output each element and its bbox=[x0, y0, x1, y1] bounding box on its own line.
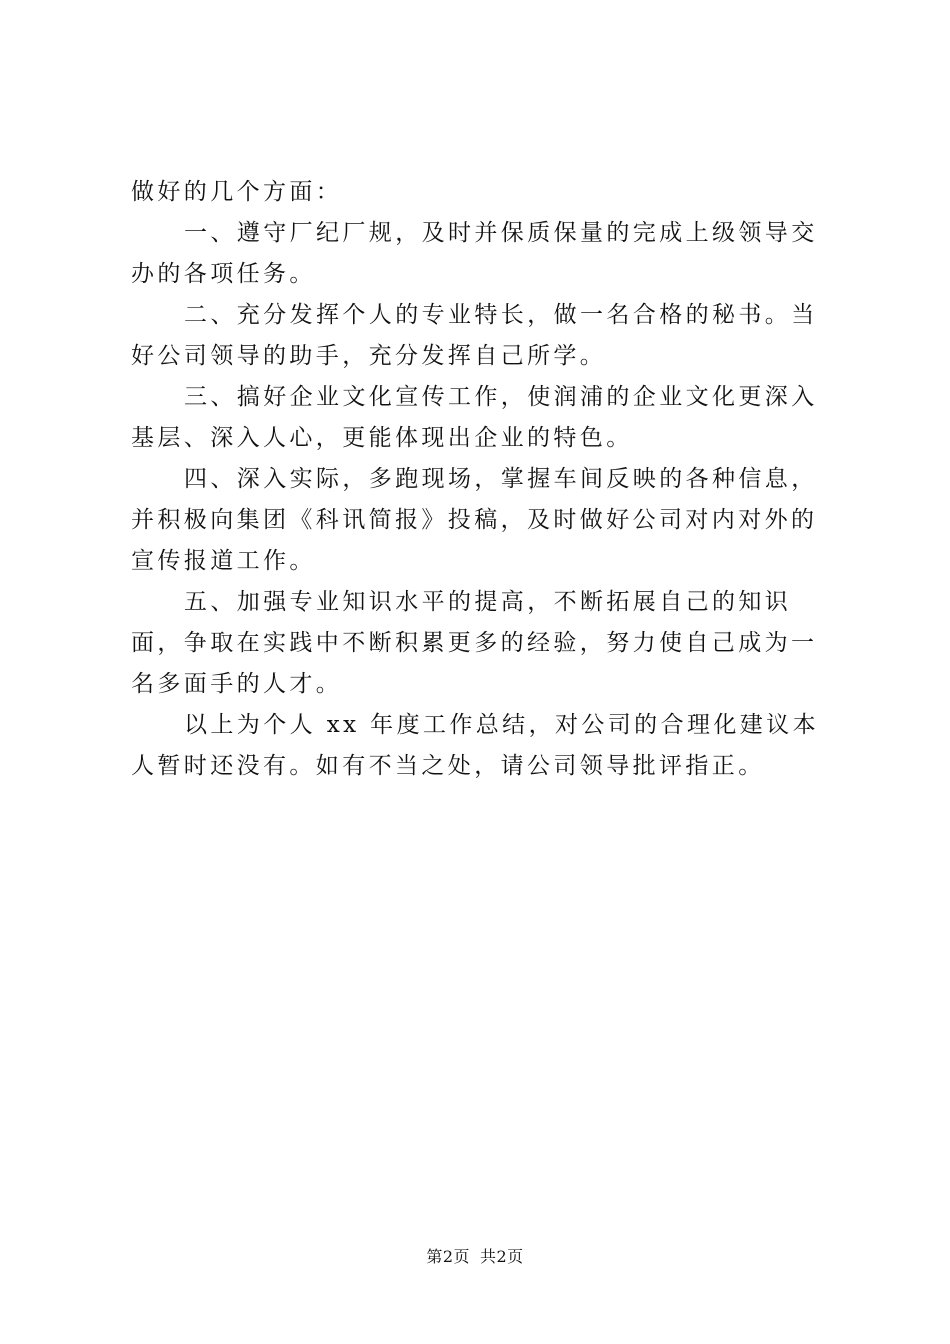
paragraph-conclusion: 以上为个人 xx 年度工作总结，对公司的合理化建议本人暂时还没有。如有不当之处，请公司领导批评指正。 bbox=[131, 712, 819, 779]
paragraph-item-5: 五、加强专业知识水平的提高，不断拓展自己的知识面，争取在实践中不断积累更多的经验，努力使自己成为一名多面手的人才。 bbox=[131, 589, 818, 697]
paragraph-lead-in: 做好的几个方面： bbox=[131, 179, 343, 205]
paragraph-item-2: 二、充分发挥个人的专业特长，做一名合格的秘书。当好公司领导的助手，充分发挥自己所学。 bbox=[131, 302, 818, 369]
page-footer bbox=[0, 1244, 950, 1267]
paragraph-item-3: 三、搞好企业文化宣传工作，使润浦的企业文化更深入基层、深入人心，更能体现出企业的特色。 bbox=[131, 384, 818, 451]
page-total: 共2页 bbox=[480, 1247, 524, 1266]
paragraph-item-4: 四、深入实际，多跑现场，掌握车间反映的各种信息，并积极向集团《科讯简报》投稿，及时做好公司对内对外的宣传报道工作。 bbox=[131, 466, 818, 574]
document-body bbox=[131, 172, 831, 787]
paragraph-item-1: 一、遵守厂纪厂规，及时并保质保量的完成上级领导交办的各项任务。 bbox=[131, 220, 818, 287]
page-number: 第2页 bbox=[426, 1247, 470, 1266]
